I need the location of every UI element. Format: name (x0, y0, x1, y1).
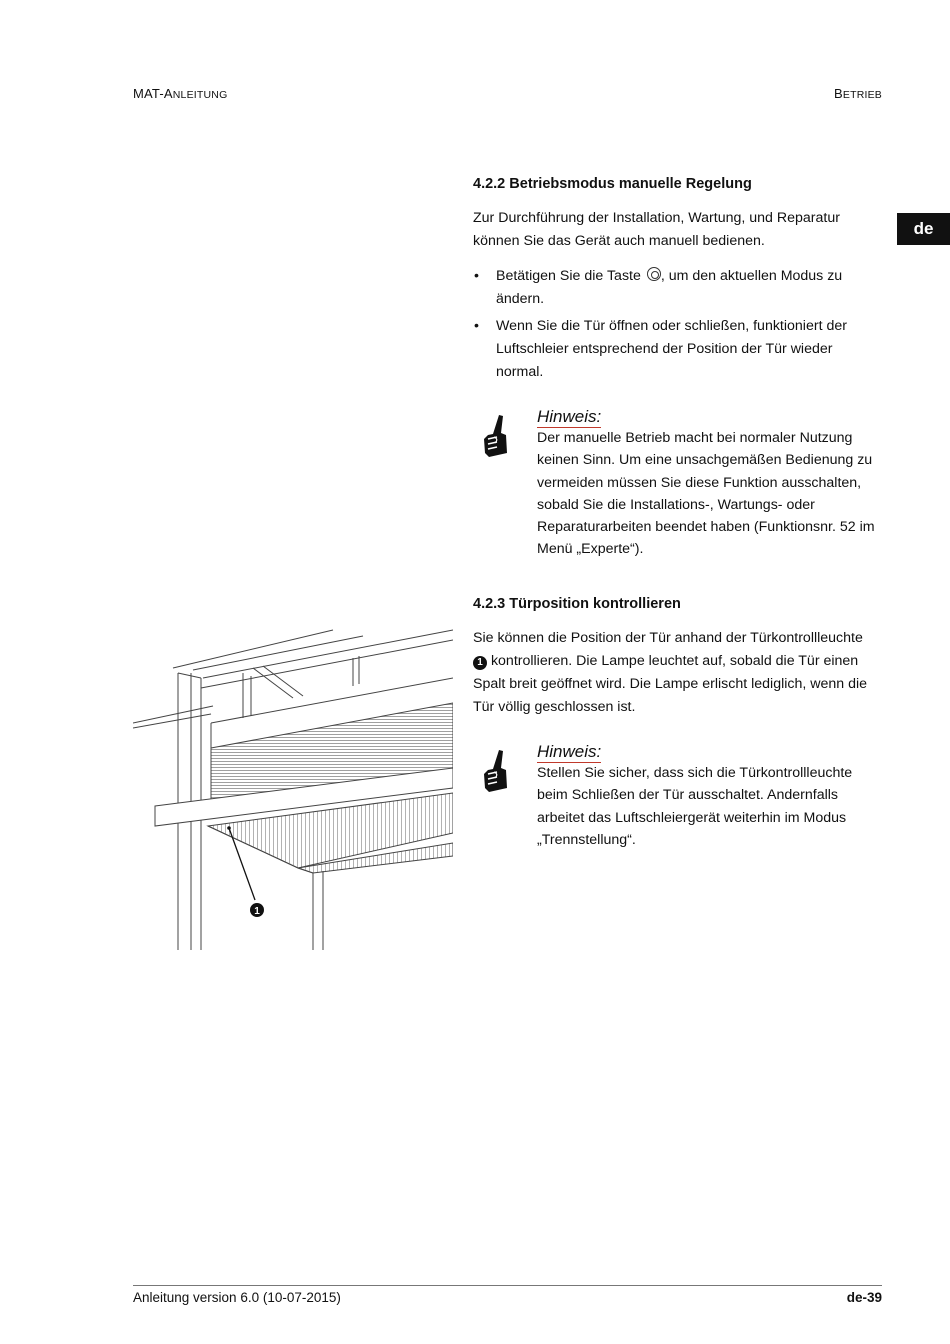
header-manual-title: MAT-ANLEITUNG (133, 86, 228, 101)
footer-divider (133, 1285, 882, 1286)
pointing-hand-icon (479, 748, 509, 794)
note-text: Stellen Sie sicher, dass sich die Türkontrollleuchte beim Schließen der Tür ausschaltet. Andernfalls arbeitet das Luftschleiergerät weiterhin im Modus „Trennstellung“. (537, 765, 853, 848)
section-intro: Zur Durchführung der Installation, Wartung, und Reparatur können Sie das Gerät auch manuell bedienen. (473, 210, 840, 249)
footer-version: Anleitung version 6.0 (10-07-2015) (133, 1290, 341, 1305)
language-tab: de (897, 213, 950, 245)
note-box (473, 407, 873, 567)
callout-number: 1 (254, 906, 260, 917)
section-4-2-2 (473, 176, 873, 388)
note-title: Hinweis: (537, 407, 602, 426)
page-number: de-39 (846, 1290, 882, 1305)
section-title: 4.2.3 Türposition kontrollieren (473, 596, 681, 612)
mode-key-icon (647, 267, 661, 281)
air-curtain-illustration (133, 628, 453, 953)
callout-badge: 1 (473, 656, 487, 670)
pointing-hand-icon (479, 413, 509, 459)
header-chapter-title: BETRIEB (834, 86, 882, 101)
section-text: Sie können die Position der Tür anhand der Türkontrollleuchte 1 kontrollieren. Die Lampe leuchtet auf, sobald die Tür einen Spalt breit geöffnet wird. Die Lampe erlischt lediglich, wenn die Tür völlig geschlossen ist. (473, 630, 868, 715)
list-item: • Betätigen Sie die Taste , um den aktuellen Modus zu ändern. (474, 268, 843, 307)
note-box (473, 742, 873, 852)
section-4-2-3 (473, 596, 873, 719)
bullet-list (473, 265, 873, 384)
note-text: Der manuelle Betrieb macht bei normaler Nutzung keinen Sinn. Um eine unsachgemäßen Bedienung zu vermeiden müssen Sie diese Funktion ausschalten, sobald Sie die Installations-, Wartungs- oder Reparaturarbeiten beendet haben (Funktionsnr. 52 im Menü „Experte“). (537, 430, 875, 558)
list-item: • Wenn Sie die Tür öffnen oder schließen, funktioniert der Luftschleier entsprechend der Position der Tür wieder normal. (474, 318, 847, 380)
section-title: 4.2.2 Betriebsmodus manuelle Regelung (473, 176, 752, 192)
note-title: Hinweis: (537, 742, 602, 761)
